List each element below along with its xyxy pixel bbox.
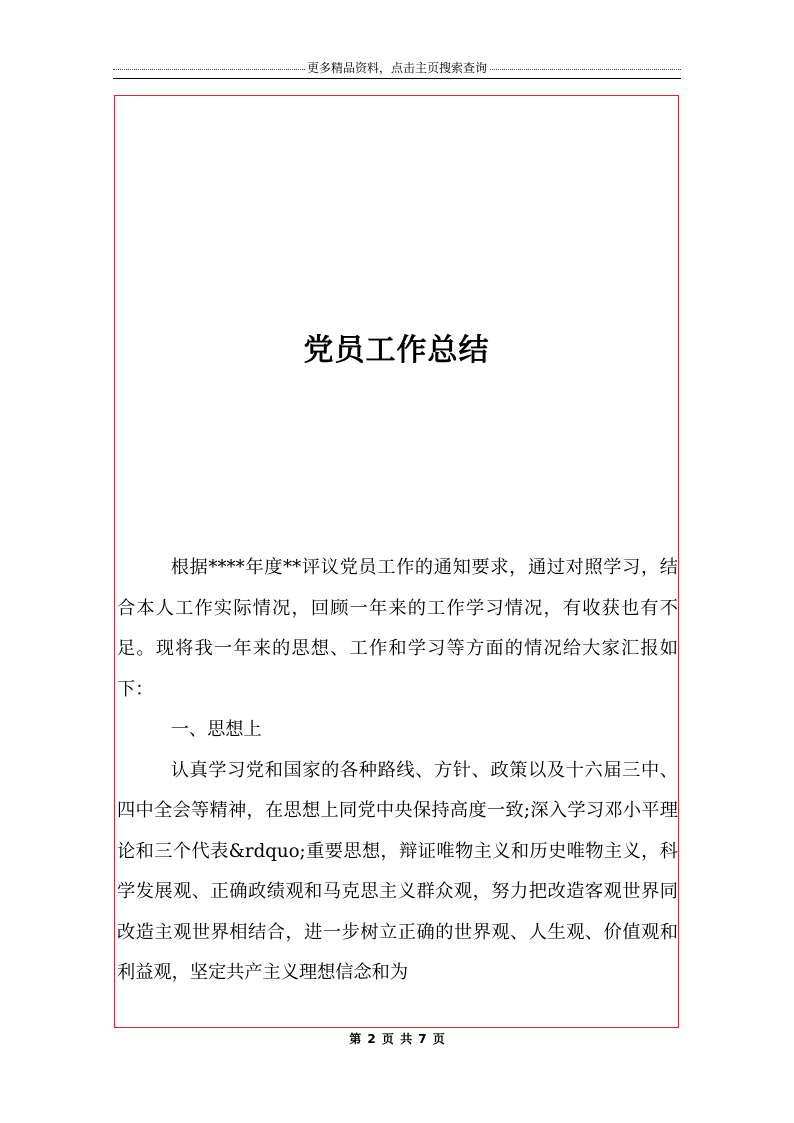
- paragraph-intro: 根据****年度**评议党员工作的通知要求，通过对照学习，结合本人工作实际情况，回顾一年来的工作学习情况，有收获也有不足。现将我一年来的思想、工作和学习等方面的情况给大家汇报如下：: [117, 557, 678, 700]
- header-text: 更多精品资料，点击主页搜索查询: [306, 61, 488, 75]
- page-number-footer: 第 2 页 共 7 页: [349, 1032, 445, 1046]
- paragraph-thought: 认真学习党和国家的各种路线、方针、政策以及十六届三中、四中全会等精神，在思想上同党中央保持高度一致;深入学习邓小平理论和三个代表&rdquo;重要思想，辩证唯物主义和历史唯物主义，科学发展观、正确政绩观和马克思主义群众观，努力把改造客观世界同改造主观世界相结合，进一步树立正确的世界观、人生观、价值观和利益观，坚定共产主义理想信念和为: [117, 759, 678, 983]
- section-heading-thought: 一、思想上: [170, 719, 262, 740]
- document-body: [117, 548, 678, 994]
- document-title: 党员工作总结: [303, 333, 490, 368]
- page-header: [113, 60, 681, 79]
